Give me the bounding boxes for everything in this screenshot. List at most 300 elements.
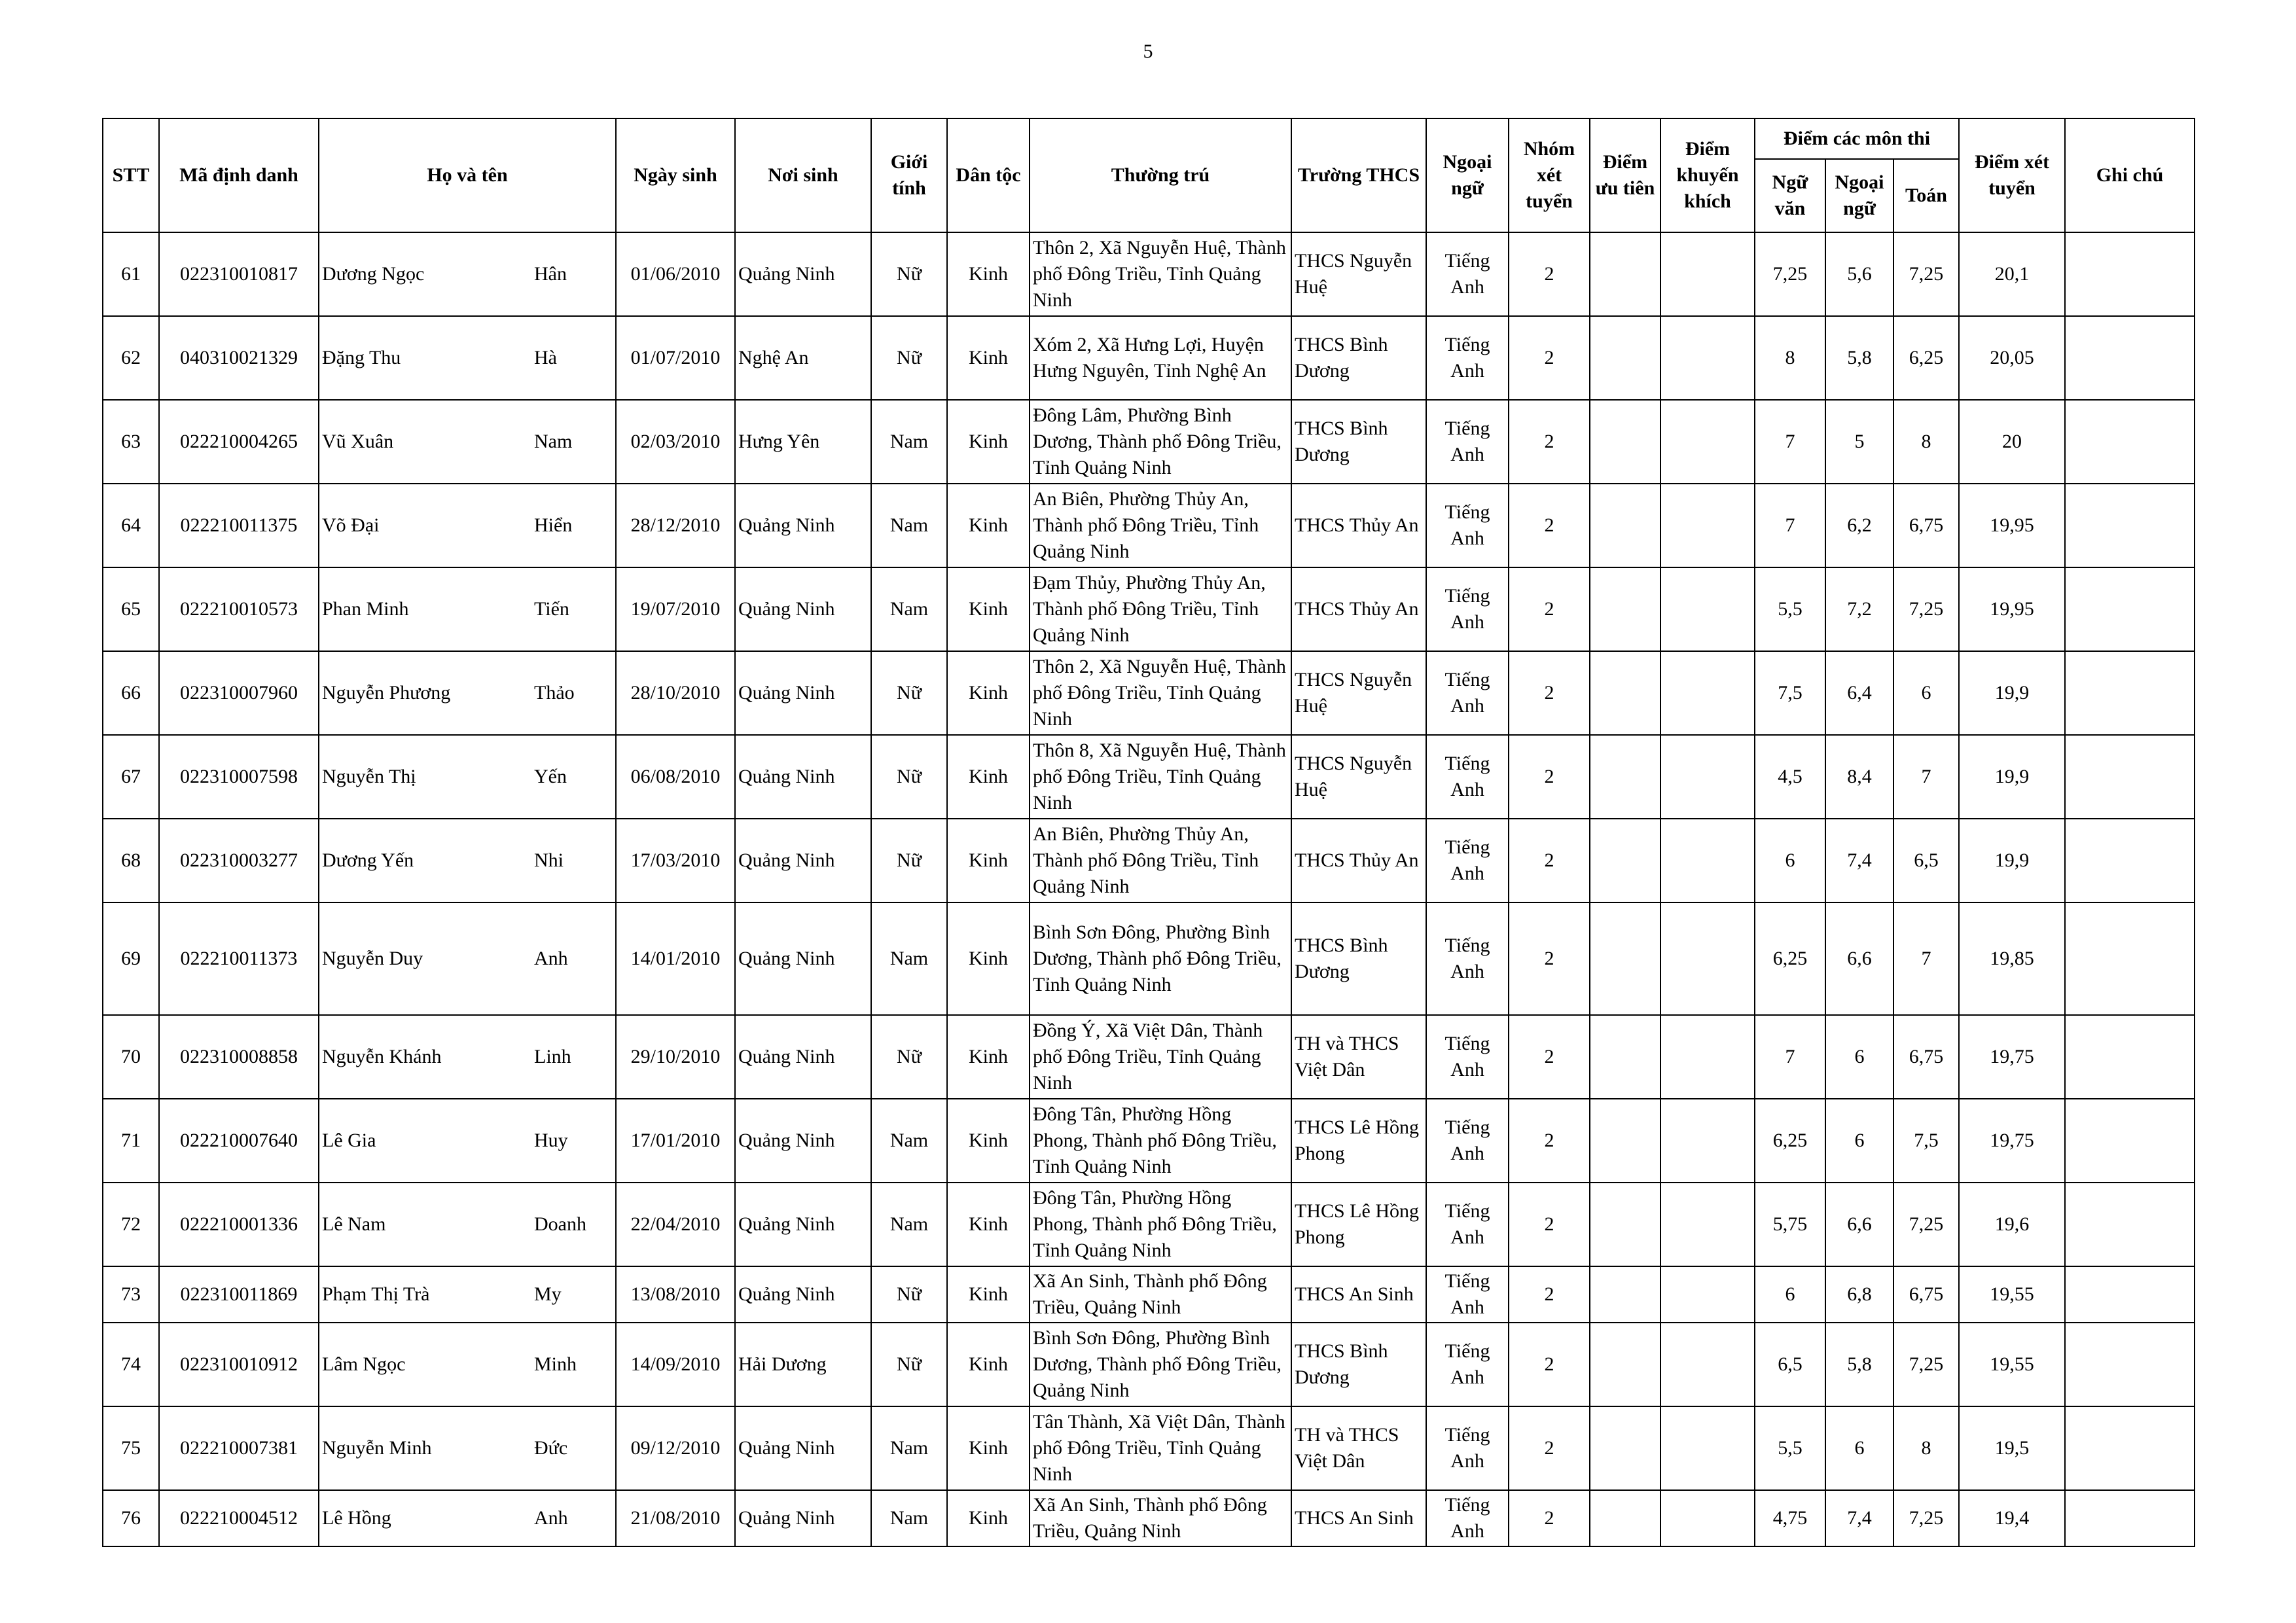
cell-thuong-tru: Xóm 2, Xã Hưng Lợi, Huyện Hưng Nguyên, Tỉnh Nghệ An <box>1030 316 1291 400</box>
header-ngoai-ngu-diem: Ngoại ngữ <box>1825 159 1893 232</box>
cell-gioi-tinh: Nữ <box>871 232 947 316</box>
cell-ngay-sinh: 29/10/2010 <box>616 1015 735 1099</box>
cell-diem-khuyen-khich <box>1660 735 1755 819</box>
cell-nhom-xet-tuyen: 2 <box>1509 819 1590 902</box>
cell-stt: 73 <box>103 1266 159 1323</box>
cell-ngoai-ngu-diem: 6 <box>1825 1015 1893 1099</box>
given-name: Anh <box>534 948 568 969</box>
cell-ngoai-ngu: Tiếng Anh <box>1426 1323 1509 1406</box>
cell-diem-uu-tien <box>1590 1406 1660 1490</box>
cell-ngoai-ngu: Tiếng Anh <box>1426 484 1509 567</box>
cell-diem-xet-tuyen: 20,1 <box>1959 232 2065 316</box>
cell-ho-va-ten <box>319 1323 616 1406</box>
cell-ngu-van: 6,25 <box>1755 902 1825 1015</box>
cell-ngoai-ngu: Tiếng Anh <box>1426 1406 1509 1490</box>
cell-toan: 7,25 <box>1893 567 1959 651</box>
cell-ghi-chu <box>2065 1323 2195 1406</box>
cell-ngoai-ngu: Tiếng Anh <box>1426 1015 1509 1099</box>
cell-stt: 62 <box>103 316 159 400</box>
cell-truong-thcs: THCS Lê Hồng Phong <box>1291 1183 1426 1266</box>
cell-toan: 6,75 <box>1893 1015 1959 1099</box>
surname: Nguyễn Minh <box>322 1437 432 1459</box>
cell-ngoai-ngu: Tiếng Anh <box>1426 902 1509 1015</box>
given-name: Hà <box>534 347 557 368</box>
cell-toan: 6 <box>1893 651 1959 735</box>
cell-diem-uu-tien <box>1590 1099 1660 1183</box>
cell-ghi-chu <box>2065 484 2195 567</box>
cell-thuong-tru: Xã An Sinh, Thành phố Đông Triều, Quảng Ninh <box>1030 1266 1291 1323</box>
table-row <box>103 567 2195 651</box>
cell-ngoai-ngu: Tiếng Anh <box>1426 651 1509 735</box>
cell-gioi-tinh: Nam <box>871 902 947 1015</box>
cell-noi-sinh: Hải Dương <box>735 1323 871 1406</box>
cell-nhom-xet-tuyen: 2 <box>1509 316 1590 400</box>
surname: Lâm Ngọc <box>322 1353 406 1375</box>
cell-truong-thcs: THCS Bình Dương <box>1291 1323 1426 1406</box>
cell-thuong-tru: Thôn 2, Xã Nguyễn Huệ, Thành phố Đông Triều, Tỉnh Quảng Ninh <box>1030 651 1291 735</box>
cell-diem-uu-tien <box>1590 1266 1660 1323</box>
given-name: Nhi <box>534 849 564 871</box>
given-name: Anh <box>534 1507 568 1529</box>
cell-diem-uu-tien <box>1590 400 1660 484</box>
cell-gioi-tinh: Nữ <box>871 819 947 902</box>
surname: Nguyễn Duy <box>322 948 423 969</box>
cell-gioi-tinh: Nam <box>871 1183 947 1266</box>
cell-stt: 70 <box>103 1015 159 1099</box>
cell-ngu-van: 6 <box>1755 1266 1825 1323</box>
given-name: Tiến <box>534 598 569 620</box>
cell-stt: 65 <box>103 567 159 651</box>
cell-ma-dinh-danh: 022310010817 <box>159 232 319 316</box>
cell-ghi-chu <box>2065 400 2195 484</box>
header-thuong-tru: Thường trú <box>1030 118 1291 232</box>
cell-stt: 61 <box>103 232 159 316</box>
surname: Nguyễn Thị <box>322 766 416 787</box>
cell-ngay-sinh: 19/07/2010 <box>616 567 735 651</box>
cell-dan-toc: Kinh <box>947 316 1030 400</box>
cell-diem-xet-tuyen: 19,5 <box>1959 1406 2065 1490</box>
table-row <box>103 1099 2195 1183</box>
cell-stt: 75 <box>103 1406 159 1490</box>
cell-thuong-tru: Đồng Ý, Xã Việt Dân, Thành phố Đông Triều, Tỉnh Quảng Ninh <box>1030 1015 1291 1099</box>
cell-ngu-van: 4,5 <box>1755 735 1825 819</box>
cell-nhom-xet-tuyen: 2 <box>1509 1323 1590 1406</box>
header-nhom-xet-tuyen: Nhóm xét tuyển <box>1509 118 1590 232</box>
cell-noi-sinh: Nghệ An <box>735 316 871 400</box>
cell-ngu-van: 6 <box>1755 819 1825 902</box>
cell-stt: 63 <box>103 400 159 484</box>
cell-diem-khuyen-khich <box>1660 1490 1755 1546</box>
header-ho-va-ten: Họ và tên <box>319 118 616 232</box>
cell-ho-va-ten <box>319 316 616 400</box>
cell-dan-toc: Kinh <box>947 1266 1030 1323</box>
given-name: Hiển <box>534 514 573 536</box>
header-diem-khuyen-khich: Điểm khuyến khích <box>1660 118 1755 232</box>
cell-diem-xet-tuyen: 19,95 <box>1959 567 2065 651</box>
cell-dan-toc: Kinh <box>947 1099 1030 1183</box>
cell-diem-xet-tuyen: 19,55 <box>1959 1266 2065 1323</box>
cell-diem-xet-tuyen: 19,9 <box>1959 651 2065 735</box>
cell-noi-sinh: Quảng Ninh <box>735 819 871 902</box>
cell-diem-khuyen-khich <box>1660 902 1755 1015</box>
cell-ngoai-ngu: Tiếng Anh <box>1426 1266 1509 1323</box>
cell-ghi-chu <box>2065 819 2195 902</box>
cell-noi-sinh: Quảng Ninh <box>735 902 871 1015</box>
cell-diem-khuyen-khich <box>1660 1266 1755 1323</box>
cell-ngoai-ngu: Tiếng Anh <box>1426 567 1509 651</box>
cell-dan-toc: Kinh <box>947 1015 1030 1099</box>
cell-gioi-tinh: Nữ <box>871 651 947 735</box>
given-name: Minh <box>534 1353 577 1375</box>
cell-ma-dinh-danh: 022310010912 <box>159 1323 319 1406</box>
cell-ghi-chu <box>2065 735 2195 819</box>
cell-diem-uu-tien <box>1590 316 1660 400</box>
table-row <box>103 902 2195 1015</box>
header-dan-toc: Dân tộc <box>947 118 1030 232</box>
cell-truong-thcs: TH và THCS Việt Dân <box>1291 1015 1426 1099</box>
given-name: Linh <box>534 1046 571 1067</box>
cell-ngoai-ngu-diem: 7,4 <box>1825 819 1893 902</box>
cell-ma-dinh-danh: 022310007960 <box>159 651 319 735</box>
cell-noi-sinh: Quảng Ninh <box>735 232 871 316</box>
cell-diem-khuyen-khich <box>1660 316 1755 400</box>
cell-truong-thcs: THCS Bình Dương <box>1291 400 1426 484</box>
cell-truong-thcs: THCS An Sinh <box>1291 1490 1426 1546</box>
cell-ngoai-ngu: Tiếng Anh <box>1426 819 1509 902</box>
cell-ngay-sinh: 28/12/2010 <box>616 484 735 567</box>
cell-ma-dinh-danh: 022310008858 <box>159 1015 319 1099</box>
cell-nhom-xet-tuyen: 2 <box>1509 902 1590 1015</box>
cell-ngay-sinh: 14/01/2010 <box>616 902 735 1015</box>
cell-ngu-van: 6,5 <box>1755 1323 1825 1406</box>
given-name: My <box>534 1283 562 1305</box>
cell-ngoai-ngu: Tiếng Anh <box>1426 1183 1509 1266</box>
cell-ghi-chu <box>2065 1406 2195 1490</box>
cell-diem-khuyen-khich <box>1660 1099 1755 1183</box>
cell-ma-dinh-danh: 022210004265 <box>159 400 319 484</box>
cell-ghi-chu <box>2065 1490 2195 1546</box>
cell-diem-xet-tuyen: 19,9 <box>1959 819 2065 902</box>
cell-ngu-van: 7 <box>1755 484 1825 567</box>
given-name: Huy <box>534 1130 568 1151</box>
cell-ngu-van: 7,25 <box>1755 232 1825 316</box>
cell-diem-uu-tien <box>1590 1015 1660 1099</box>
table-row <box>103 819 2195 902</box>
surname: Phạm Thị Trà <box>322 1283 430 1305</box>
cell-ho-va-ten <box>319 232 616 316</box>
surname: Dương Ngọc <box>322 263 425 285</box>
cell-noi-sinh: Hưng Yên <box>735 400 871 484</box>
cell-ngu-van: 4,75 <box>1755 1490 1825 1546</box>
cell-diem-khuyen-khich <box>1660 1015 1755 1099</box>
cell-ngay-sinh: 09/12/2010 <box>616 1406 735 1490</box>
cell-truong-thcs: THCS Lê Hồng Phong <box>1291 1099 1426 1183</box>
cell-ngoai-ngu: Tiếng Anh <box>1426 232 1509 316</box>
header-ngay-sinh: Ngày sinh <box>616 118 735 232</box>
cell-diem-xet-tuyen: 20 <box>1959 400 2065 484</box>
cell-gioi-tinh: Nam <box>871 1406 947 1490</box>
cell-dan-toc: Kinh <box>947 735 1030 819</box>
cell-diem-khuyen-khich <box>1660 1183 1755 1266</box>
cell-stt: 71 <box>103 1099 159 1183</box>
cell-diem-uu-tien <box>1590 567 1660 651</box>
cell-ho-va-ten <box>319 651 616 735</box>
cell-ghi-chu <box>2065 316 2195 400</box>
cell-toan: 7,25 <box>1893 1183 1959 1266</box>
cell-thuong-tru: An Biên, Phường Thủy An, Thành phố Đông Triều, Tỉnh Quảng Ninh <box>1030 484 1291 567</box>
cell-toan: 6,75 <box>1893 484 1959 567</box>
cell-truong-thcs: TH và THCS Việt Dân <box>1291 1406 1426 1490</box>
cell-nhom-xet-tuyen: 2 <box>1509 1183 1590 1266</box>
cell-gioi-tinh: Nam <box>871 484 947 567</box>
surname: Lê Nam <box>322 1213 386 1235</box>
cell-truong-thcs: THCS Bình Dương <box>1291 316 1426 400</box>
cell-ho-va-ten <box>319 902 616 1015</box>
cell-nhom-xet-tuyen: 2 <box>1509 484 1590 567</box>
table-row <box>103 484 2195 567</box>
header-truong-thcs: Trường THCS <box>1291 118 1426 232</box>
cell-stt: 74 <box>103 1323 159 1406</box>
header-noi-sinh: Nơi sinh <box>735 118 871 232</box>
cell-diem-khuyen-khich <box>1660 651 1755 735</box>
cell-ngoai-ngu-diem: 5 <box>1825 400 1893 484</box>
cell-diem-khuyen-khich <box>1660 232 1755 316</box>
cell-ma-dinh-danh: 022210007640 <box>159 1099 319 1183</box>
cell-gioi-tinh: Nam <box>871 1099 947 1183</box>
cell-dan-toc: Kinh <box>947 902 1030 1015</box>
cell-truong-thcs: THCS Thủy An <box>1291 567 1426 651</box>
cell-ngay-sinh: 28/10/2010 <box>616 651 735 735</box>
table-row <box>103 1015 2195 1099</box>
cell-diem-khuyen-khich <box>1660 819 1755 902</box>
cell-ho-va-ten <box>319 1015 616 1099</box>
cell-toan: 7,25 <box>1893 1323 1959 1406</box>
cell-ngoai-ngu-diem: 5,6 <box>1825 232 1893 316</box>
cell-ho-va-ten <box>319 735 616 819</box>
cell-ngoai-ngu-diem: 6 <box>1825 1099 1893 1183</box>
cell-ho-va-ten <box>319 1266 616 1323</box>
given-name: Yến <box>534 766 567 787</box>
cell-diem-xet-tuyen: 19,75 <box>1959 1099 2065 1183</box>
header-ngoai-ngu: Ngoại ngữ <box>1426 118 1509 232</box>
cell-ngu-van: 6,25 <box>1755 1099 1825 1183</box>
cell-ngu-van: 7 <box>1755 400 1825 484</box>
cell-ngay-sinh: 21/08/2010 <box>616 1490 735 1546</box>
cell-diem-uu-tien <box>1590 735 1660 819</box>
cell-stt: 76 <box>103 1490 159 1546</box>
cell-noi-sinh: Quảng Ninh <box>735 1406 871 1490</box>
cell-ho-va-ten <box>319 484 616 567</box>
cell-diem-xet-tuyen: 19,55 <box>1959 1323 2065 1406</box>
cell-noi-sinh: Quảng Ninh <box>735 567 871 651</box>
table-row <box>103 651 2195 735</box>
cell-ma-dinh-danh: 022210011373 <box>159 902 319 1015</box>
header-stt: STT <box>103 118 159 232</box>
cell-ho-va-ten <box>319 1099 616 1183</box>
table-body <box>103 232 2195 1546</box>
cell-ho-va-ten <box>319 1490 616 1546</box>
cell-ghi-chu <box>2065 1183 2195 1266</box>
cell-gioi-tinh: Nữ <box>871 1015 947 1099</box>
cell-gioi-tinh: Nam <box>871 400 947 484</box>
cell-dan-toc: Kinh <box>947 400 1030 484</box>
cell-thuong-tru: Đông Tân, Phường Hồng Phong, Thành phố Đông Triều, Tỉnh Quảng Ninh <box>1030 1183 1291 1266</box>
cell-diem-uu-tien <box>1590 819 1660 902</box>
cell-dan-toc: Kinh <box>947 1183 1030 1266</box>
given-name: Nam <box>534 431 573 452</box>
cell-truong-thcs: THCS Nguyễn Huệ <box>1291 651 1426 735</box>
surname: Nguyễn Khánh <box>322 1046 442 1067</box>
cell-ma-dinh-danh: 022310007598 <box>159 735 319 819</box>
table-row <box>103 1490 2195 1546</box>
cell-ghi-chu <box>2065 232 2195 316</box>
cell-ngoai-ngu-diem: 6,6 <box>1825 1183 1893 1266</box>
cell-thuong-tru: Xã An Sinh, Thành phố Đông Triều, Quảng Ninh <box>1030 1490 1291 1546</box>
cell-truong-thcs: THCS Thủy An <box>1291 819 1426 902</box>
cell-ngoai-ngu-diem: 7,4 <box>1825 1490 1893 1546</box>
cell-ngay-sinh: 14/09/2010 <box>616 1323 735 1406</box>
cell-ngoai-ngu-diem: 6,6 <box>1825 902 1893 1015</box>
cell-ngoai-ngu-diem: 5,8 <box>1825 1323 1893 1406</box>
cell-stt: 67 <box>103 735 159 819</box>
cell-ngoai-ngu: Tiếng Anh <box>1426 735 1509 819</box>
cell-gioi-tinh: Nữ <box>871 316 947 400</box>
cell-ma-dinh-danh: 040310021329 <box>159 316 319 400</box>
cell-diem-xet-tuyen: 19,6 <box>1959 1183 2065 1266</box>
cell-ngay-sinh: 06/08/2010 <box>616 735 735 819</box>
surname: Nguyễn Phương <box>322 682 451 704</box>
cell-stt: 68 <box>103 819 159 902</box>
given-name: Hân <box>534 263 567 285</box>
cell-toan: 7,25 <box>1893 1490 1959 1546</box>
cell-diem-xet-tuyen: 19,95 <box>1959 484 2065 567</box>
cell-nhom-xet-tuyen: 2 <box>1509 735 1590 819</box>
cell-ngoai-ngu: Tiếng Anh <box>1426 1099 1509 1183</box>
cell-diem-khuyen-khich <box>1660 1323 1755 1406</box>
cell-ma-dinh-danh: 022210001336 <box>159 1183 319 1266</box>
cell-diem-uu-tien <box>1590 232 1660 316</box>
cell-diem-xet-tuyen: 19,85 <box>1959 902 2065 1015</box>
surname: Lê Gia <box>322 1130 376 1151</box>
header-ngu-van: Ngữ văn <box>1755 159 1825 232</box>
surname: Đặng Thu <box>322 347 401 368</box>
surname: Dương Yến <box>322 849 414 871</box>
cell-ngoai-ngu: Tiếng Anh <box>1426 316 1509 400</box>
cell-ma-dinh-danh: 022210007381 <box>159 1406 319 1490</box>
cell-diem-uu-tien <box>1590 902 1660 1015</box>
cell-dan-toc: Kinh <box>947 567 1030 651</box>
cell-ngoai-ngu: Tiếng Anh <box>1426 400 1509 484</box>
cell-nhom-xet-tuyen: 2 <box>1509 651 1590 735</box>
surname: Võ Đại <box>322 514 380 536</box>
cell-ghi-chu <box>2065 651 2195 735</box>
header-ghi-chu: Ghi chú <box>2065 118 2195 232</box>
cell-gioi-tinh: Nam <box>871 567 947 651</box>
surname: Lê Hồng <box>322 1507 391 1529</box>
cell-ghi-chu <box>2065 1015 2195 1099</box>
cell-diem-khuyen-khich <box>1660 1406 1755 1490</box>
cell-ngay-sinh: 02/03/2010 <box>616 400 735 484</box>
cell-thuong-tru: Đạm Thủy, Phường Thủy An, Thành phố Đông Triều, Tỉnh Quảng Ninh <box>1030 567 1291 651</box>
cell-ho-va-ten <box>319 819 616 902</box>
cell-dan-toc: Kinh <box>947 484 1030 567</box>
cell-dan-toc: Kinh <box>947 232 1030 316</box>
table-row <box>103 1323 2195 1406</box>
cell-thuong-tru: Tân Thành, Xã Việt Dân, Thành phố Đông Triều, Tỉnh Quảng Ninh <box>1030 1406 1291 1490</box>
cell-gioi-tinh: Nữ <box>871 1323 947 1406</box>
cell-gioi-tinh: Nữ <box>871 1266 947 1323</box>
cell-thuong-tru: Đông Lâm, Phường Bình Dương, Thành phố Đông Triều, Tỉnh Quảng Ninh <box>1030 400 1291 484</box>
cell-ngu-van: 8 <box>1755 316 1825 400</box>
cell-nhom-xet-tuyen: 2 <box>1509 1099 1590 1183</box>
cell-ho-va-ten <box>319 400 616 484</box>
cell-ngu-van: 7 <box>1755 1015 1825 1099</box>
header-diem-xet-tuyen: Điểm xét tuyển <box>1959 118 2065 232</box>
cell-dan-toc: Kinh <box>947 651 1030 735</box>
cell-nhom-xet-tuyen: 2 <box>1509 400 1590 484</box>
page-number: 5 <box>1143 41 1153 62</box>
header-diem-uu-tien: Điểm ưu tiên <box>1590 118 1660 232</box>
cell-stt: 66 <box>103 651 159 735</box>
header-row-1 <box>103 118 2195 159</box>
cell-ma-dinh-danh: 022310003277 <box>159 819 319 902</box>
cell-diem-khuyen-khich <box>1660 484 1755 567</box>
cell-ngoai-ngu-diem: 6 <box>1825 1406 1893 1490</box>
cell-ngoai-ngu-diem: 6,2 <box>1825 484 1893 567</box>
cell-thuong-tru: Đông Tân, Phường Hồng Phong, Thành phố Đông Triều, Tỉnh Quảng Ninh <box>1030 1099 1291 1183</box>
cell-ngu-van: 5,75 <box>1755 1183 1825 1266</box>
cell-toan: 6,5 <box>1893 819 1959 902</box>
cell-diem-khuyen-khich <box>1660 400 1755 484</box>
cell-noi-sinh: Quảng Ninh <box>735 651 871 735</box>
surname: Vũ Xuân <box>322 431 394 452</box>
cell-ma-dinh-danh: 022210011375 <box>159 484 319 567</box>
admission-results-table <box>102 118 2195 1547</box>
cell-ma-dinh-danh: 022210004512 <box>159 1490 319 1546</box>
cell-noi-sinh: Quảng Ninh <box>735 1015 871 1099</box>
cell-gioi-tinh: Nữ <box>871 735 947 819</box>
cell-dan-toc: Kinh <box>947 819 1030 902</box>
table-row <box>103 735 2195 819</box>
cell-truong-thcs: THCS Bình Dương <box>1291 902 1426 1015</box>
cell-nhom-xet-tuyen: 2 <box>1509 567 1590 651</box>
cell-ghi-chu <box>2065 1266 2195 1323</box>
cell-nhom-xet-tuyen: 2 <box>1509 1266 1590 1323</box>
table-row <box>103 1183 2195 1266</box>
cell-ngoai-ngu-diem: 7,2 <box>1825 567 1893 651</box>
cell-ngay-sinh: 17/01/2010 <box>616 1099 735 1183</box>
cell-ngu-van: 5,5 <box>1755 567 1825 651</box>
cell-toan: 6,75 <box>1893 1266 1959 1323</box>
cell-dan-toc: Kinh <box>947 1406 1030 1490</box>
cell-nhom-xet-tuyen: 2 <box>1509 232 1590 316</box>
cell-diem-xet-tuyen: 19,9 <box>1959 735 2065 819</box>
cell-ghi-chu <box>2065 1099 2195 1183</box>
cell-diem-khuyen-khich <box>1660 567 1755 651</box>
cell-noi-sinh: Quảng Ninh <box>735 1099 871 1183</box>
cell-thuong-tru: An Biên, Phường Thủy An, Thành phố Đông Triều, Tỉnh Quảng Ninh <box>1030 819 1291 902</box>
cell-thuong-tru: Bình Sơn Đông, Phường Bình Dương, Thành phố Đông Triều, Quảng Ninh <box>1030 1323 1291 1406</box>
cell-diem-uu-tien <box>1590 1183 1660 1266</box>
cell-diem-uu-tien <box>1590 651 1660 735</box>
cell-toan: 7,5 <box>1893 1099 1959 1183</box>
given-name: Doanh <box>534 1213 586 1235</box>
table-row <box>103 232 2195 316</box>
cell-thuong-tru: Thôn 2, Xã Nguyễn Huệ, Thành phố Đông Triều, Tỉnh Quảng Ninh <box>1030 232 1291 316</box>
cell-gioi-tinh: Nam <box>871 1490 947 1546</box>
surname: Phan Minh <box>322 598 409 620</box>
cell-diem-xet-tuyen: 20,05 <box>1959 316 2065 400</box>
